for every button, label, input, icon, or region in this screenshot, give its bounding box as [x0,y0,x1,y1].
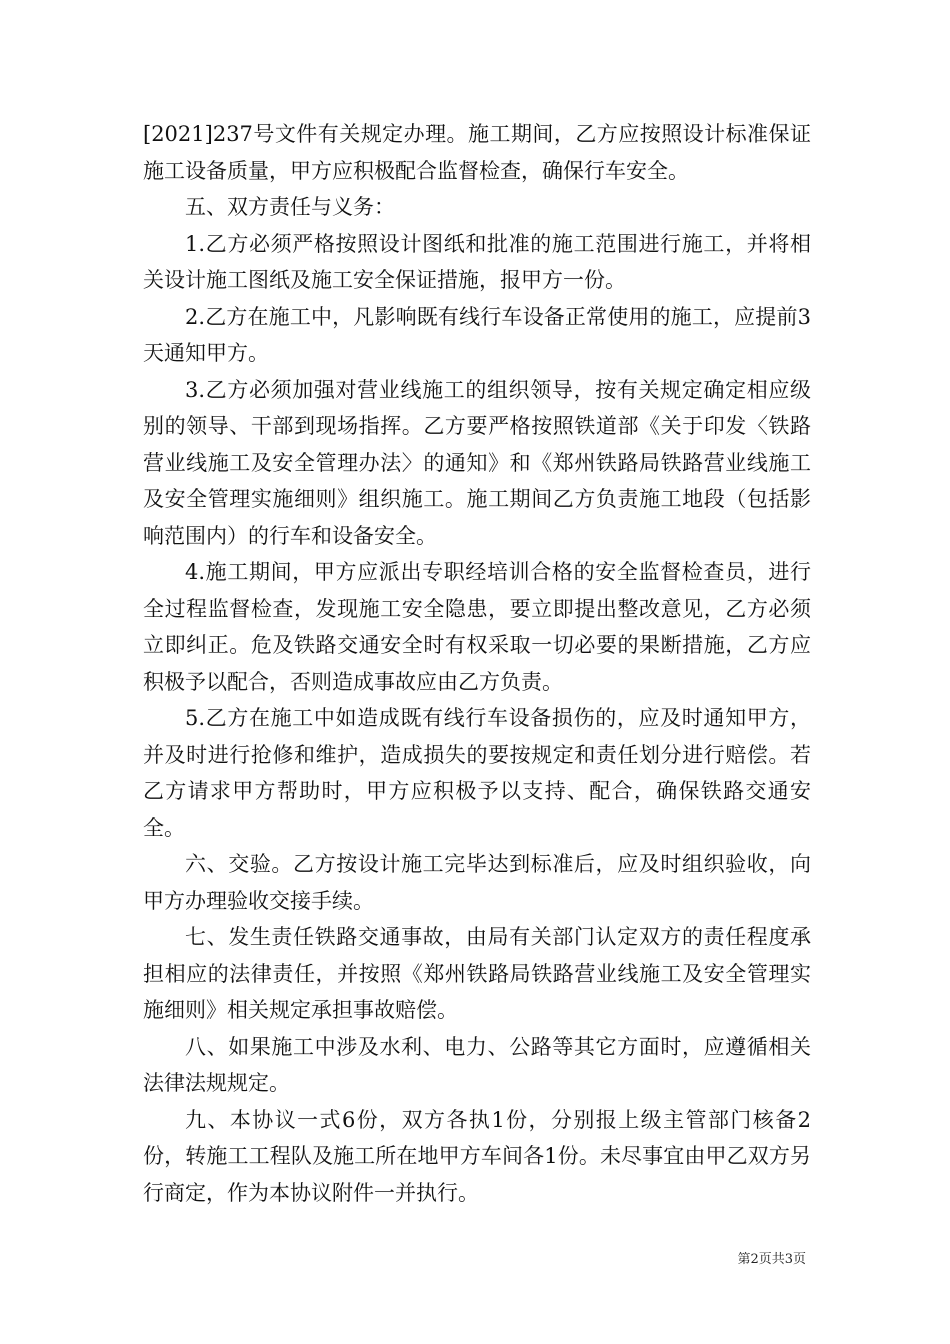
section-copies: 九、本协议一式6份，双方各执1份，分别报上级主管部门核备2份，转施工工程队及施工所在地甲方车间各1份。未尽事宜由甲乙双方另行商定，作为本协议附件一并执行。 [143,1107,811,1205]
document-body [143,116,811,1211]
clause-3: 3.乙方必须加强对营业线施工的组织领导，按有关规定确定相应级别的领导、干部到现场指挥。乙方要严格按照铁道部《关于印发〈铁路营业线施工及安全管理办法〉的通知》和《郑州铁路局铁路营业线施工及安全管理实施细则》组织施工。施工期间乙方负责施工地段（包括影响范围内）的行车和设备安全。 [143,377,811,548]
clause-4: 4.施工期间，甲方应派出专职经培训合格的安全监督检查员，进行全过程监督检查，发现施工安全隐患，要立即提出整改意见，乙方必须立即纠正。危及铁路交通安全时有权采取一切必要的果断措施，乙方应积极予以配合，否则造成事故应由乙方负责。 [143,560,811,694]
clause-1: 1.乙方必须严格按照设计图纸和批准的施工范围进行施工，并将相关设计施工图纸及施工安全保证措施，报甲方一份。 [143,231,811,292]
page-number: 第2页共3页 [737,1252,806,1267]
section-accident-liability: 七、发生责任铁路交通事故，由局有关部门认定双方的责任程度承担相应的法律责任，并按照《郑州铁路局铁路营业线施工及安全管理实施细则》相关规定承担事故赔偿。 [143,925,811,1022]
section-heading-responsibilities: 五、双方责任与义务： [185,195,395,219]
clause-2: 2.乙方在施工中，凡影响既有线行车设备正常使用的施工，应提前3天通知甲方。 [143,304,811,365]
section-acceptance: 六、交验。乙方按设计施工完毕达到标准后，应及时组织验收，向甲方办理验收交接手续。 [143,852,811,913]
paragraph-continuation: [2021]237号文件有关规定办理。施工期间，乙方应按照设计标准保证施工设备质量，甲方应积极配合监督检查，确保行车安全。 [143,122,811,183]
clause-5: 5.乙方在施工中如造成既有线行车设备损伤的，应及时通知甲方，并及时进行抢修和维护，造成损失的要按规定和责任划分进行赔偿。若乙方请求甲方帮助时，甲方应积极予以支持、配合，确保铁路交通安全。 [143,706,811,840]
section-other-regulations: 八、如果施工中涉及水利、电力、公路等其它方面时，应遵循相关法律法规规定。 [143,1034,811,1095]
